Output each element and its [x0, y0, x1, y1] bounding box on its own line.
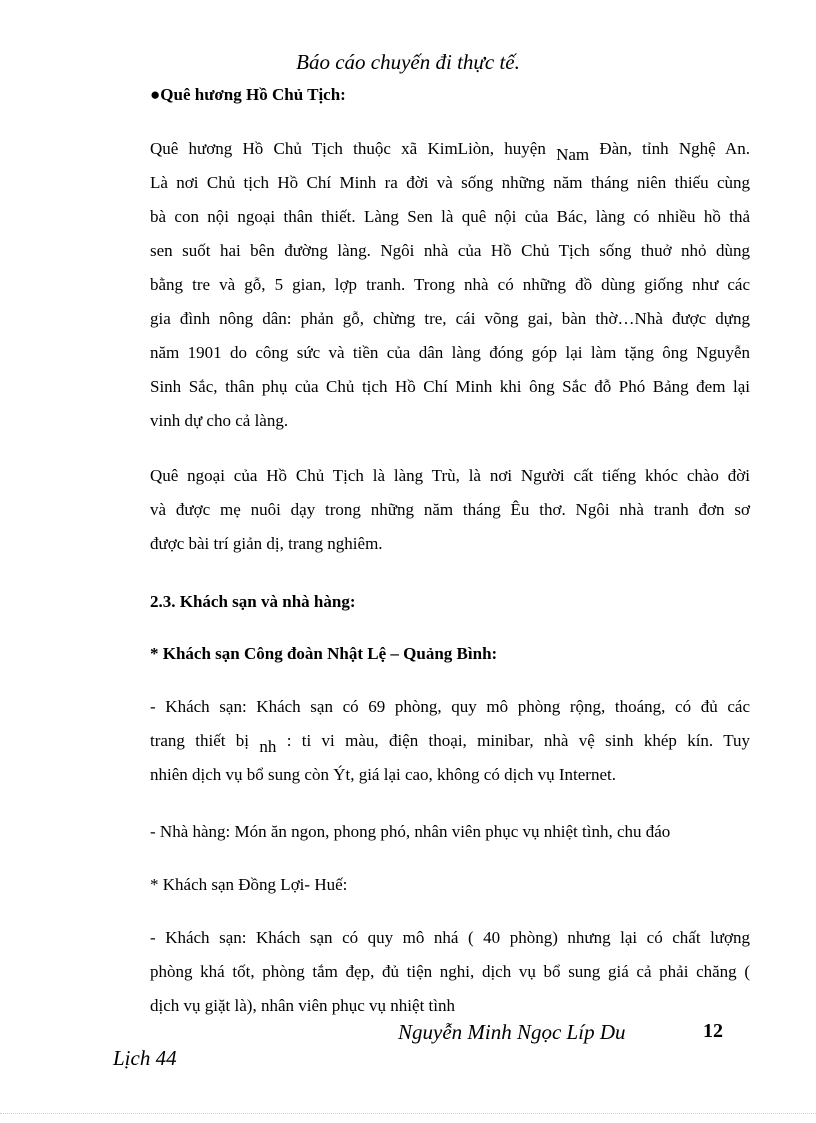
paragraph-hotel-dong-loi: [150, 921, 750, 1023]
hotel-heading-nhat-le: * Khách sạn Công đoàn Nhật Lệ – Quảng Bình:: [150, 644, 498, 663]
paragraph-line: sen suốt hai bên đường làng. Ngôi nhà của Hồ Chủ Tịch sống thuở nhỏ dùng: [150, 241, 750, 260]
inline-word: nh: [259, 737, 277, 756]
paragraph-line: vinh dự cho cả làng.: [150, 411, 289, 430]
paragraph-line: nhiên dịch vụ bổ sung còn Ýt, giá lại cao, không có dịch vụ Internet.: [150, 765, 616, 784]
paragraph-maternal-home: [150, 459, 750, 561]
paragraph-line: Sinh Sắc, thân phụ của Chủ tịch Hồ Chí Minh khi ông Sắc đỗ Phó Bảng đem lại: [150, 377, 750, 396]
paragraph-line: Quê ngoại của Hồ Chủ Tịch là làng Trù, là nơi Người cất tiếng khóc chào đời: [150, 466, 750, 485]
page-header: Báo cáo chuyến đi thực tế.: [296, 50, 520, 74]
paragraph-line: bà con nội ngoại thân thiết. Làng Sen là quê nội của Bác, làng có nhiều hồ thả: [150, 207, 750, 226]
footer-author: Nguyễn Minh Ngọc Líp Du: [398, 1020, 626, 1044]
paragraph-line: trang thiết bị nh : ti vi màu, điện thoại, minibar, nhà vệ sinh khép kín. Tuy: [150, 731, 750, 756]
footer-class: Lịch 44: [113, 1046, 177, 1070]
paragraph-line: gia đình nông dân: phản gỗ, chừng tre, cái võng gai, bàn thờ…Nhà được dựng: [150, 309, 750, 328]
paragraph-line: được bài trí giản dị, trang nghiêm.: [150, 534, 383, 553]
paragraph-hotel-nhat-le: [150, 690, 750, 792]
paragraph-line: - Khách sạn: Khách sạn có 69 phòng, quy mô phòng rộng, thoáng, có đủ các: [150, 697, 750, 716]
inline-word: Nam: [556, 145, 590, 164]
paragraph-restaurant-nhat-le: - Nhà hàng: Món ăn ngon, phong phó, nhân viên phục vụ nhiệt tình, chu đáo: [150, 822, 671, 841]
page-number: 12: [703, 1020, 723, 1042]
section-heading-hotels: 2.3. Khách sạn và nhà hàng:: [150, 592, 356, 611]
paragraph-line: và được mẹ nuôi dạy trong những năm tháng Êu thơ. Ngôi nhà tranh đơn sơ: [150, 500, 750, 519]
paragraph-line: Là nơi Chủ tịch Hồ Chí Minh ra đời và sống những năm tháng niên thiếu cùng: [150, 173, 750, 192]
hotel-heading-dong-loi: * Khách sạn Đồng Lợi- Huế:: [150, 875, 348, 894]
paragraph-hometown: [150, 132, 750, 438]
paragraph-line: phòng khá tốt, phòng tắm đẹp, đủ tiện nghi, dịch vụ bổ sung giá cả phải chăng (: [150, 962, 750, 981]
section-heading-hometown: ●Quê hương Hồ Chủ Tịch:: [150, 85, 346, 104]
paragraph-line: Quê hương Hồ Chủ Tịch thuộc xã KimLiòn, huyện Nam Đàn, tỉnh Nghệ An.: [150, 139, 750, 164]
page-bottom-divider: [0, 1113, 816, 1114]
paragraph-line: năm 1901 do công sức và tiền của dân làng đóng góp lại làm tặng ông Nguyễn: [150, 343, 750, 362]
paragraph-line: - Khách sạn: Khách sạn có quy mô nhá ( 40 phòng) nhưng lại có chất lượng: [150, 928, 750, 947]
paragraph-line: bằng tre và gỗ, 5 gian, lợp tranh. Trong nhà có những đồ dùng giống như các: [150, 275, 750, 294]
paragraph-line: dịch vụ giặt là), nhân viên phục vụ nhiệt tình: [150, 996, 455, 1015]
